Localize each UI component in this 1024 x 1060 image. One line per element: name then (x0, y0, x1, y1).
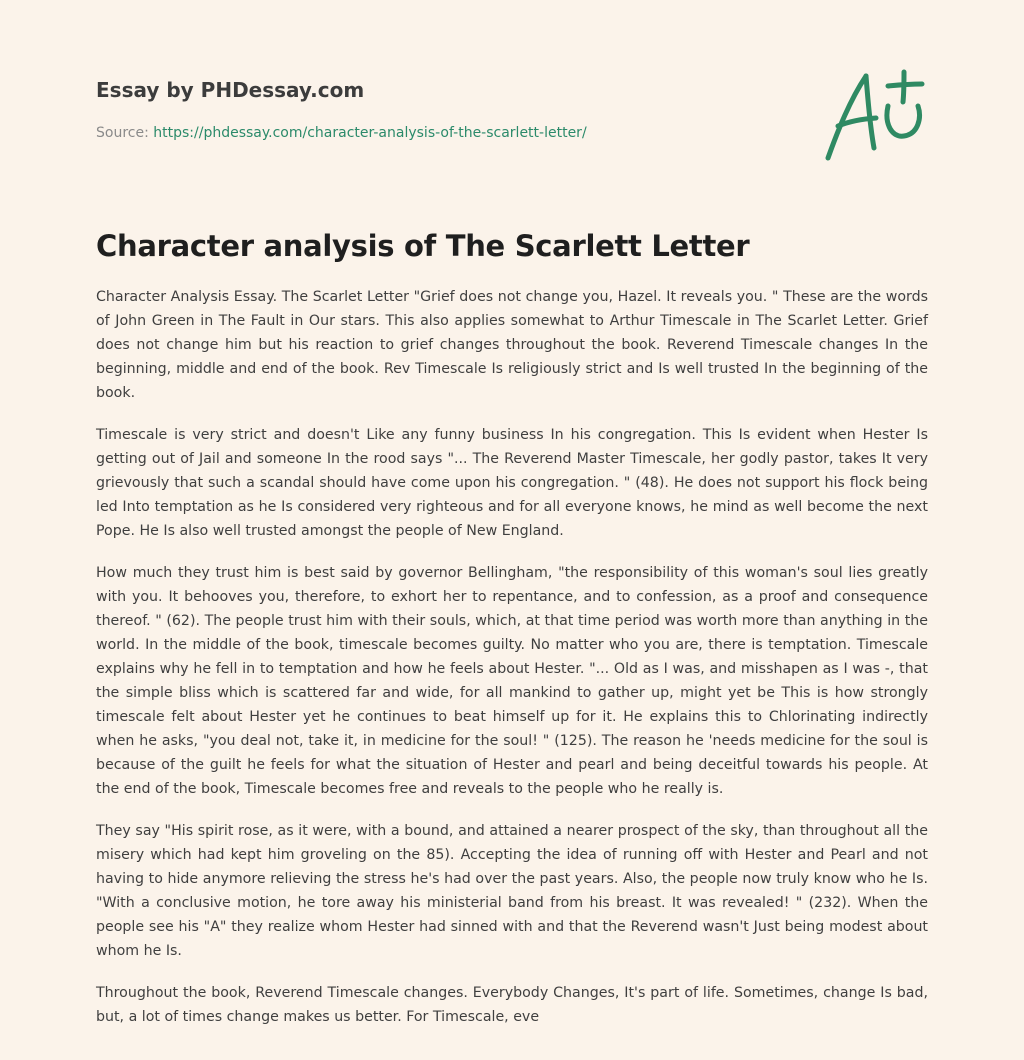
essay-paragraph: Character Analysis Essay. The Scarlet Letter "Grief does not change you, Hazel. It reveals you. " These are the words of John Green in The Fault in Our stars. This also applies somewhat to Arthur Timescale in The Scarlet Letter. Grief does not change him but his reaction to grief changes throughout the book. Reverend Timescale changes In the beginning, middle and end of the book. Rev Timescale Is religiously strict and Is well trusted In the beginning of the book. (96, 289, 928, 401)
essay-paragraph: Throughout the book, Reverend Timescale changes. Everybody Changes, It's part of life. Sometimes, change Is bad, but, a lot of times change makes us better. For Timescale, eve (96, 985, 928, 1025)
essay-paragraph: Timescale is very strict and doesn't Like any funny business In his congregation. This Is evident when Hester Is getting out of Jail and someone In the rood says "... The Reverend Master Timescale, her godly pastor, takes It very grievously that such a scandal should have come upon his congregation. " (48). He does not support his flock being led Into temptation as he Is considered very righteous and for all everyone knows, he mind as well become the next Pope. He Is also well trusted amongst the people of New England. (96, 427, 928, 539)
site-title: Essay by PHDessay.com (96, 78, 365, 102)
essay-paragraph: How much they trust him is best said by governor Bellingham, "the responsibility of this woman's soul lies greatly with you. It behooves you, therefore, to exhort her to repentance, and to confession, as a proof and consequence thereof. " (62). The people trust him with their souls, which, at that time period was worth more than anything in the world. In the middle of the book, timescale becomes guilty. No matter who you are, there is temptation. Timescale explains why he fell in to temptation and how he feels about Hester. "... Old as I was, and misshapen as I was -, that the simple bliss which is scattered far and wide, for all mankind to gather up, might yet be This is how strongly timescale felt about Hester yet he continues to beat himself up for it. He explains this to Chlorinating indirectly when he asks, "you deal not, take it, in medicine for the soul! " (125). The reason he 'needs medicine for the soul is because of the guilt he feels for what the situation of Hester and pearl and being deceitful towards his people. At the end of the book, Timescale becomes free and reveals to the people who he really is. (96, 565, 928, 797)
essay-body (96, 285, 928, 1047)
page-header (96, 76, 796, 143)
essay-title: Character analysis of The Scarlett Letter (96, 229, 750, 263)
a-plus-logo-icon (822, 66, 928, 166)
source-link[interactable]: https://phdessay.com/character-analysis-of-the-scarlett-letter/ (153, 125, 587, 141)
source-label: Source: (96, 125, 149, 141)
essay-paragraph: They say "His spirit rose, as it were, with a bound, and attained a nearer prospect of the sky, than throughout all the misery which had kept him groveling on the 85). Accepting the idea of running off with Hester and Pearl and not having to hide anymore relieving the stress he's had over the past years. Also, the people now truly know who he Is. "With a conclusive motion, he tore away his ministerial band from his breast. It was revealed! " (232). When the people see his "A" they realize whom Hester had sinned with and that the Reverend wasn't Just being modest about whom he Is. (96, 823, 928, 959)
source-line (96, 123, 796, 143)
